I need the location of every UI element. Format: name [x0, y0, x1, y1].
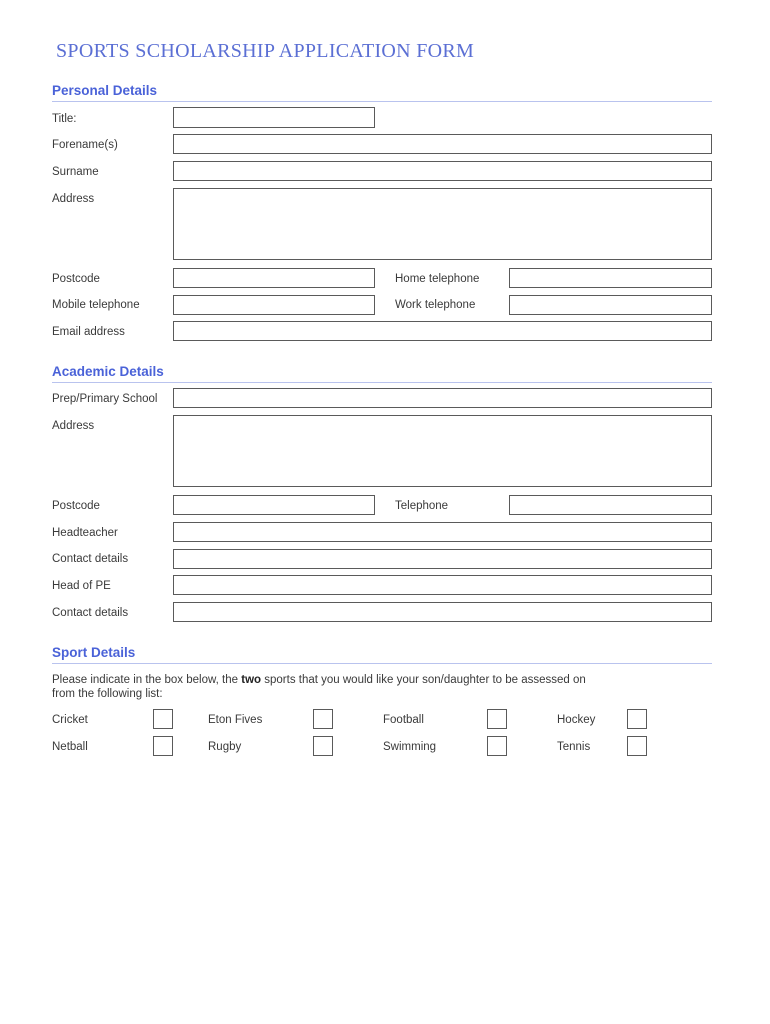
postcode-input[interactable]	[173, 268, 375, 288]
postcode-label: Postcode	[52, 273, 100, 285]
address-textarea[interactable]	[173, 188, 712, 260]
mobile-telephone-input[interactable]	[173, 295, 375, 315]
forenames-label: Forename(s)	[52, 139, 118, 151]
school-label: Prep/Primary School	[52, 393, 158, 405]
sport-label-football: Football	[383, 714, 424, 726]
head-of-pe-input[interactable]	[173, 575, 712, 595]
sport-checkbox-football[interactable]	[487, 709, 507, 729]
forenames-input[interactable]	[173, 134, 712, 154]
head-of-pe-contact-input[interactable]	[173, 602, 712, 622]
work-telephone-label: Work telephone	[395, 299, 476, 311]
head-of-pe-contact-label: Contact details	[52, 607, 129, 619]
section-heading-personal-details: Personal Details	[52, 83, 712, 102]
school-postcode-input[interactable]	[173, 495, 375, 515]
sport-checkbox-rugby[interactable]	[313, 736, 333, 756]
home-telephone-label: Home telephone	[395, 273, 480, 285]
sport-checkbox-cricket[interactable]	[153, 709, 173, 729]
sport-checkbox-eton-fives[interactable]	[313, 709, 333, 729]
head-of-pe-label: Head of PE	[52, 580, 111, 592]
school-address-label: Address	[52, 420, 95, 432]
surname-label: Surname	[52, 166, 99, 178]
school-input[interactable]	[173, 388, 712, 408]
headteacher-contact-label: Contact details	[52, 553, 129, 565]
address-label: Address	[52, 193, 95, 205]
section-heading-sport-details: Sport Details	[52, 645, 712, 664]
school-telephone-input[interactable]	[509, 495, 712, 515]
sport-checkbox-hockey[interactable]	[627, 709, 647, 729]
school-address-textarea[interactable]	[173, 415, 712, 487]
email-address-label: Email address	[52, 326, 125, 338]
mobile-telephone-label: Mobile telephone	[52, 299, 140, 311]
sport-label-rugby: Rugby	[208, 741, 242, 753]
work-telephone-input[interactable]	[509, 295, 712, 315]
surname-input[interactable]	[173, 161, 712, 181]
sport-instruction	[52, 673, 652, 687]
instruction-text-end: sports that you would like your son/daughter to be assessed on	[261, 674, 586, 686]
sport-checkbox-tennis[interactable]	[627, 736, 647, 756]
form-title: SPORTS SCHOLARSHIP APPLICATION FORM	[56, 40, 475, 62]
sport-label-swimming: Swimming	[383, 741, 437, 753]
email-address-input[interactable]	[173, 321, 712, 341]
title-label: Title:	[52, 113, 77, 125]
headteacher-contact-input[interactable]	[173, 549, 712, 569]
school-telephone-label: Telephone	[395, 500, 449, 512]
instruction-text-start: Please indicate in the box below, the	[52, 674, 242, 686]
sport-label-eton-fives: Eton Fives	[208, 714, 263, 726]
sport-label-tennis: Tennis	[557, 741, 591, 753]
section-heading-academic-details: Academic Details	[52, 364, 712, 383]
title-input[interactable]	[173, 107, 375, 128]
sport-checkbox-netball[interactable]	[153, 736, 173, 756]
headteacher-input[interactable]	[173, 522, 712, 542]
sport-checkbox-swimming[interactable]	[487, 736, 507, 756]
sport-label-netball: Netball	[52, 741, 88, 753]
sport-instruction-line2: from the following list:	[52, 688, 163, 700]
school-postcode-label: Postcode	[52, 500, 100, 512]
home-telephone-input[interactable]	[509, 268, 712, 288]
headteacher-label: Headteacher	[52, 527, 118, 539]
instruction-emphasis: two	[241, 674, 262, 686]
sport-label-cricket: Cricket	[52, 714, 88, 726]
sport-label-hockey: Hockey	[557, 714, 596, 726]
